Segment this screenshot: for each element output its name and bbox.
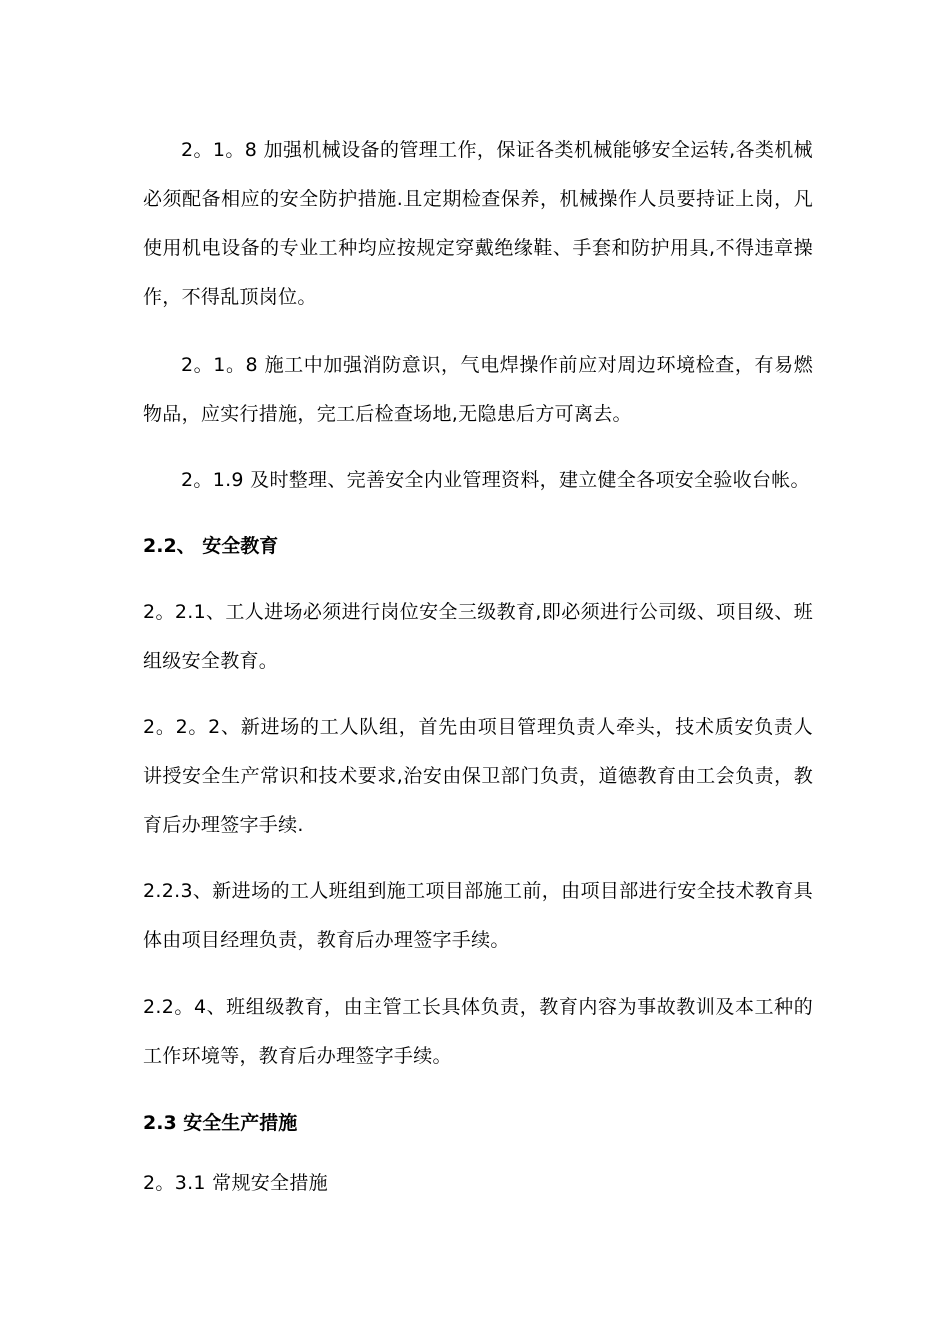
section-heading-safety-production: 2.3 安全生产措施 (143, 1112, 298, 1134)
paragraph-machinery-management: 2。1。8 加强机械设备的管理工作，保证各类机械能够安全运转,各类机械必须配备相应的安全防护措施.且定期检查保养，机械操作人员要持证上岗，凡使用机电设备的专业工种均应按规定穿戴绝缘鞋、手套和防护用具,不得违章操作，不得乱顶岗位。 (143, 139, 813, 308)
section-heading-safety-education: 2.2、 安全教育 (143, 535, 279, 557)
paragraph-fire-safety: 2。1。8 施工中加强消防意识，气电焊操作前应对周边环境检查，有易燃物品，应实行措施，完工后检查场地,无隐患后方可离去。 (143, 354, 813, 425)
paragraph-education-2-2-4: 2.2。4、班组级教育，由主管工长具体负责，教育内容为事故教训及本工种的工作环境等，教育后办理签字手续。 (143, 996, 813, 1067)
paragraph-education-2-2-2: 2。2。2、新进场的工人队组，首先由项目管理负责人牵头，技术质安负责人讲授安全生产常识和技术要求,治安由保卫部门负责，道德教育由工会负责，教育后办理签字手续. (143, 716, 813, 836)
paragraph-production-2-3-1: 2。3.1 常规安全措施 (143, 1172, 328, 1194)
paragraph-education-2-2-3: 2.2.3、新进场的工人班组到施工项目部施工前，由项目部进行安全技术教育具体由项目经理负责，教育后办理签字手续。 (143, 880, 813, 951)
paragraph-education-2-2-1: 2。2.1、工人进场必须进行岗位安全三级教育,即必须进行公司级、项目级、班组级安全教育。 (143, 601, 813, 672)
paragraph-safety-records: 2。1.9 及时整理、完善安全内业管理资料，建立健全各项安全验收台帐。 (181, 469, 810, 491)
